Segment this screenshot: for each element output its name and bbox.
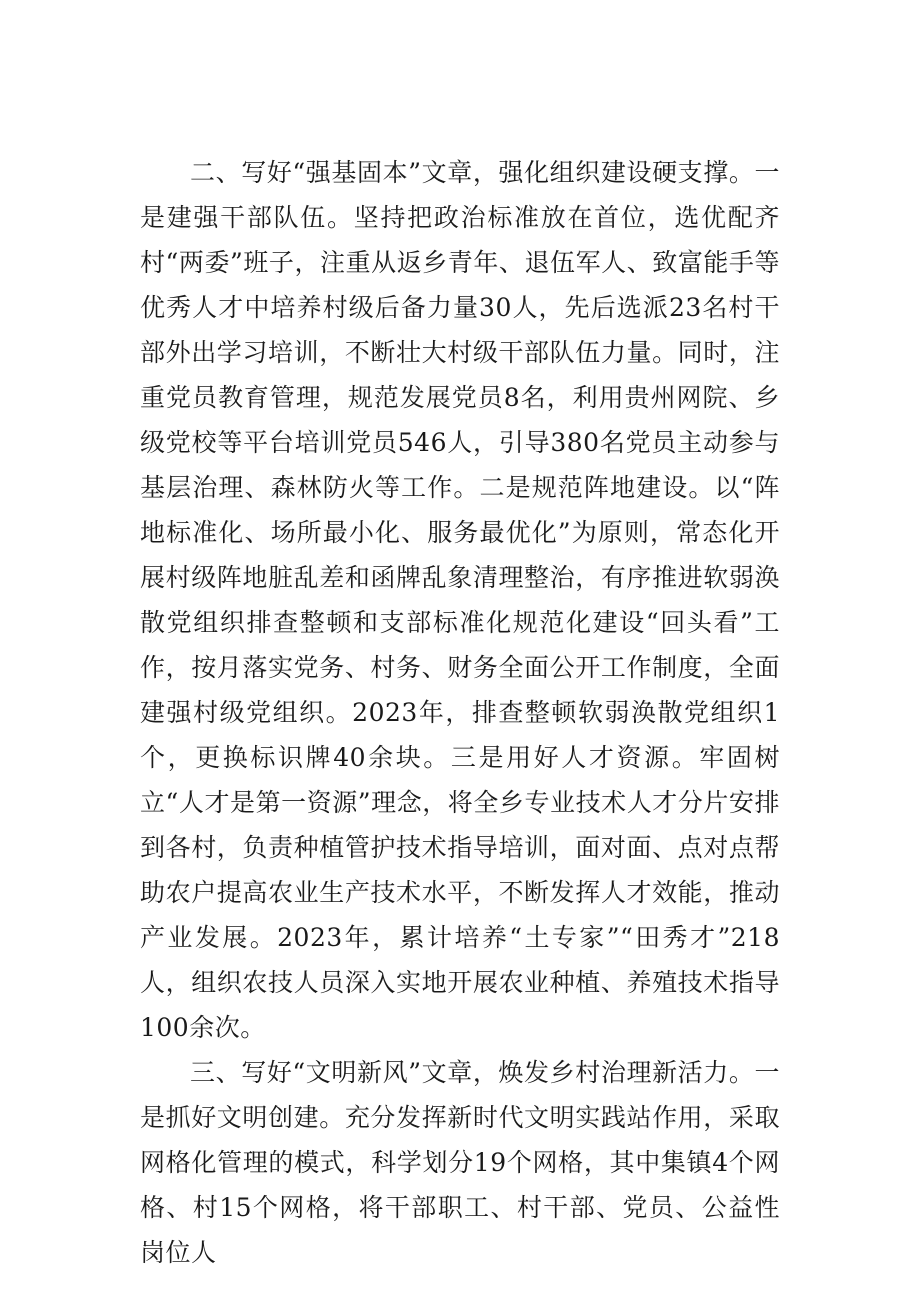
paragraph-section-two: 二、写好“强基固本”文章，强化组织建设硬支撑。一是建强干部队伍。坚持把政治标准放在首位，选优配齐村“两委”班子，注重从返乡青年、退伍军人、致富能手等优秀人才中培养村级后备力量30人，先后选派23名村干部外出学习培训，不断壮大村级干部队伍力量。同时，注重党员教育管理，规范发展党员8名，利用贵州网院、乡级党校等平台培训党员546人，引导380名党员主动参与基层治理、森林防火等工作。二是规范阵地建设。以“阵地标准化、场所最小化、服务最优化”为原则，常态化开展村级阵地脏乱差和函牌乱象清理整治，有序推进软弱涣散党组织排查整顿和支部标准化规范化建设“回头看”工作，按月落实党务、村务、财务全面公开工作制度，全面建强村级党组织。2023年，排查整顿软弱涣散党组织1个，更换标识牌40余块。三是用好人才资源。牢固树立“人才是第一资源”理念，将全乡专业技术人才分片安排到各村，负责种植管护技术指导培训，面对面、点对点帮助农户提高农业生产技术水平，不断发挥人才效能，推动产业发展。2023年，累计培养“土专家”“田秀才”218人，组织农技人员深入实地开展农业种植、养殖技术指导100余次。: [140, 158, 780, 1042]
paragraph-section-three: 三、写好“文明新风”文章，焕发乡村治理新活力。一是抓好文明创建。充分发挥新时代文明实践站作用，采取网格化管理的模式，科学划分19个网格，其中集镇4个网格、村15个网格，将干部职工、村干部、党员、公益性岗位人: [140, 1058, 780, 1267]
document-body: [140, 150, 780, 1275]
